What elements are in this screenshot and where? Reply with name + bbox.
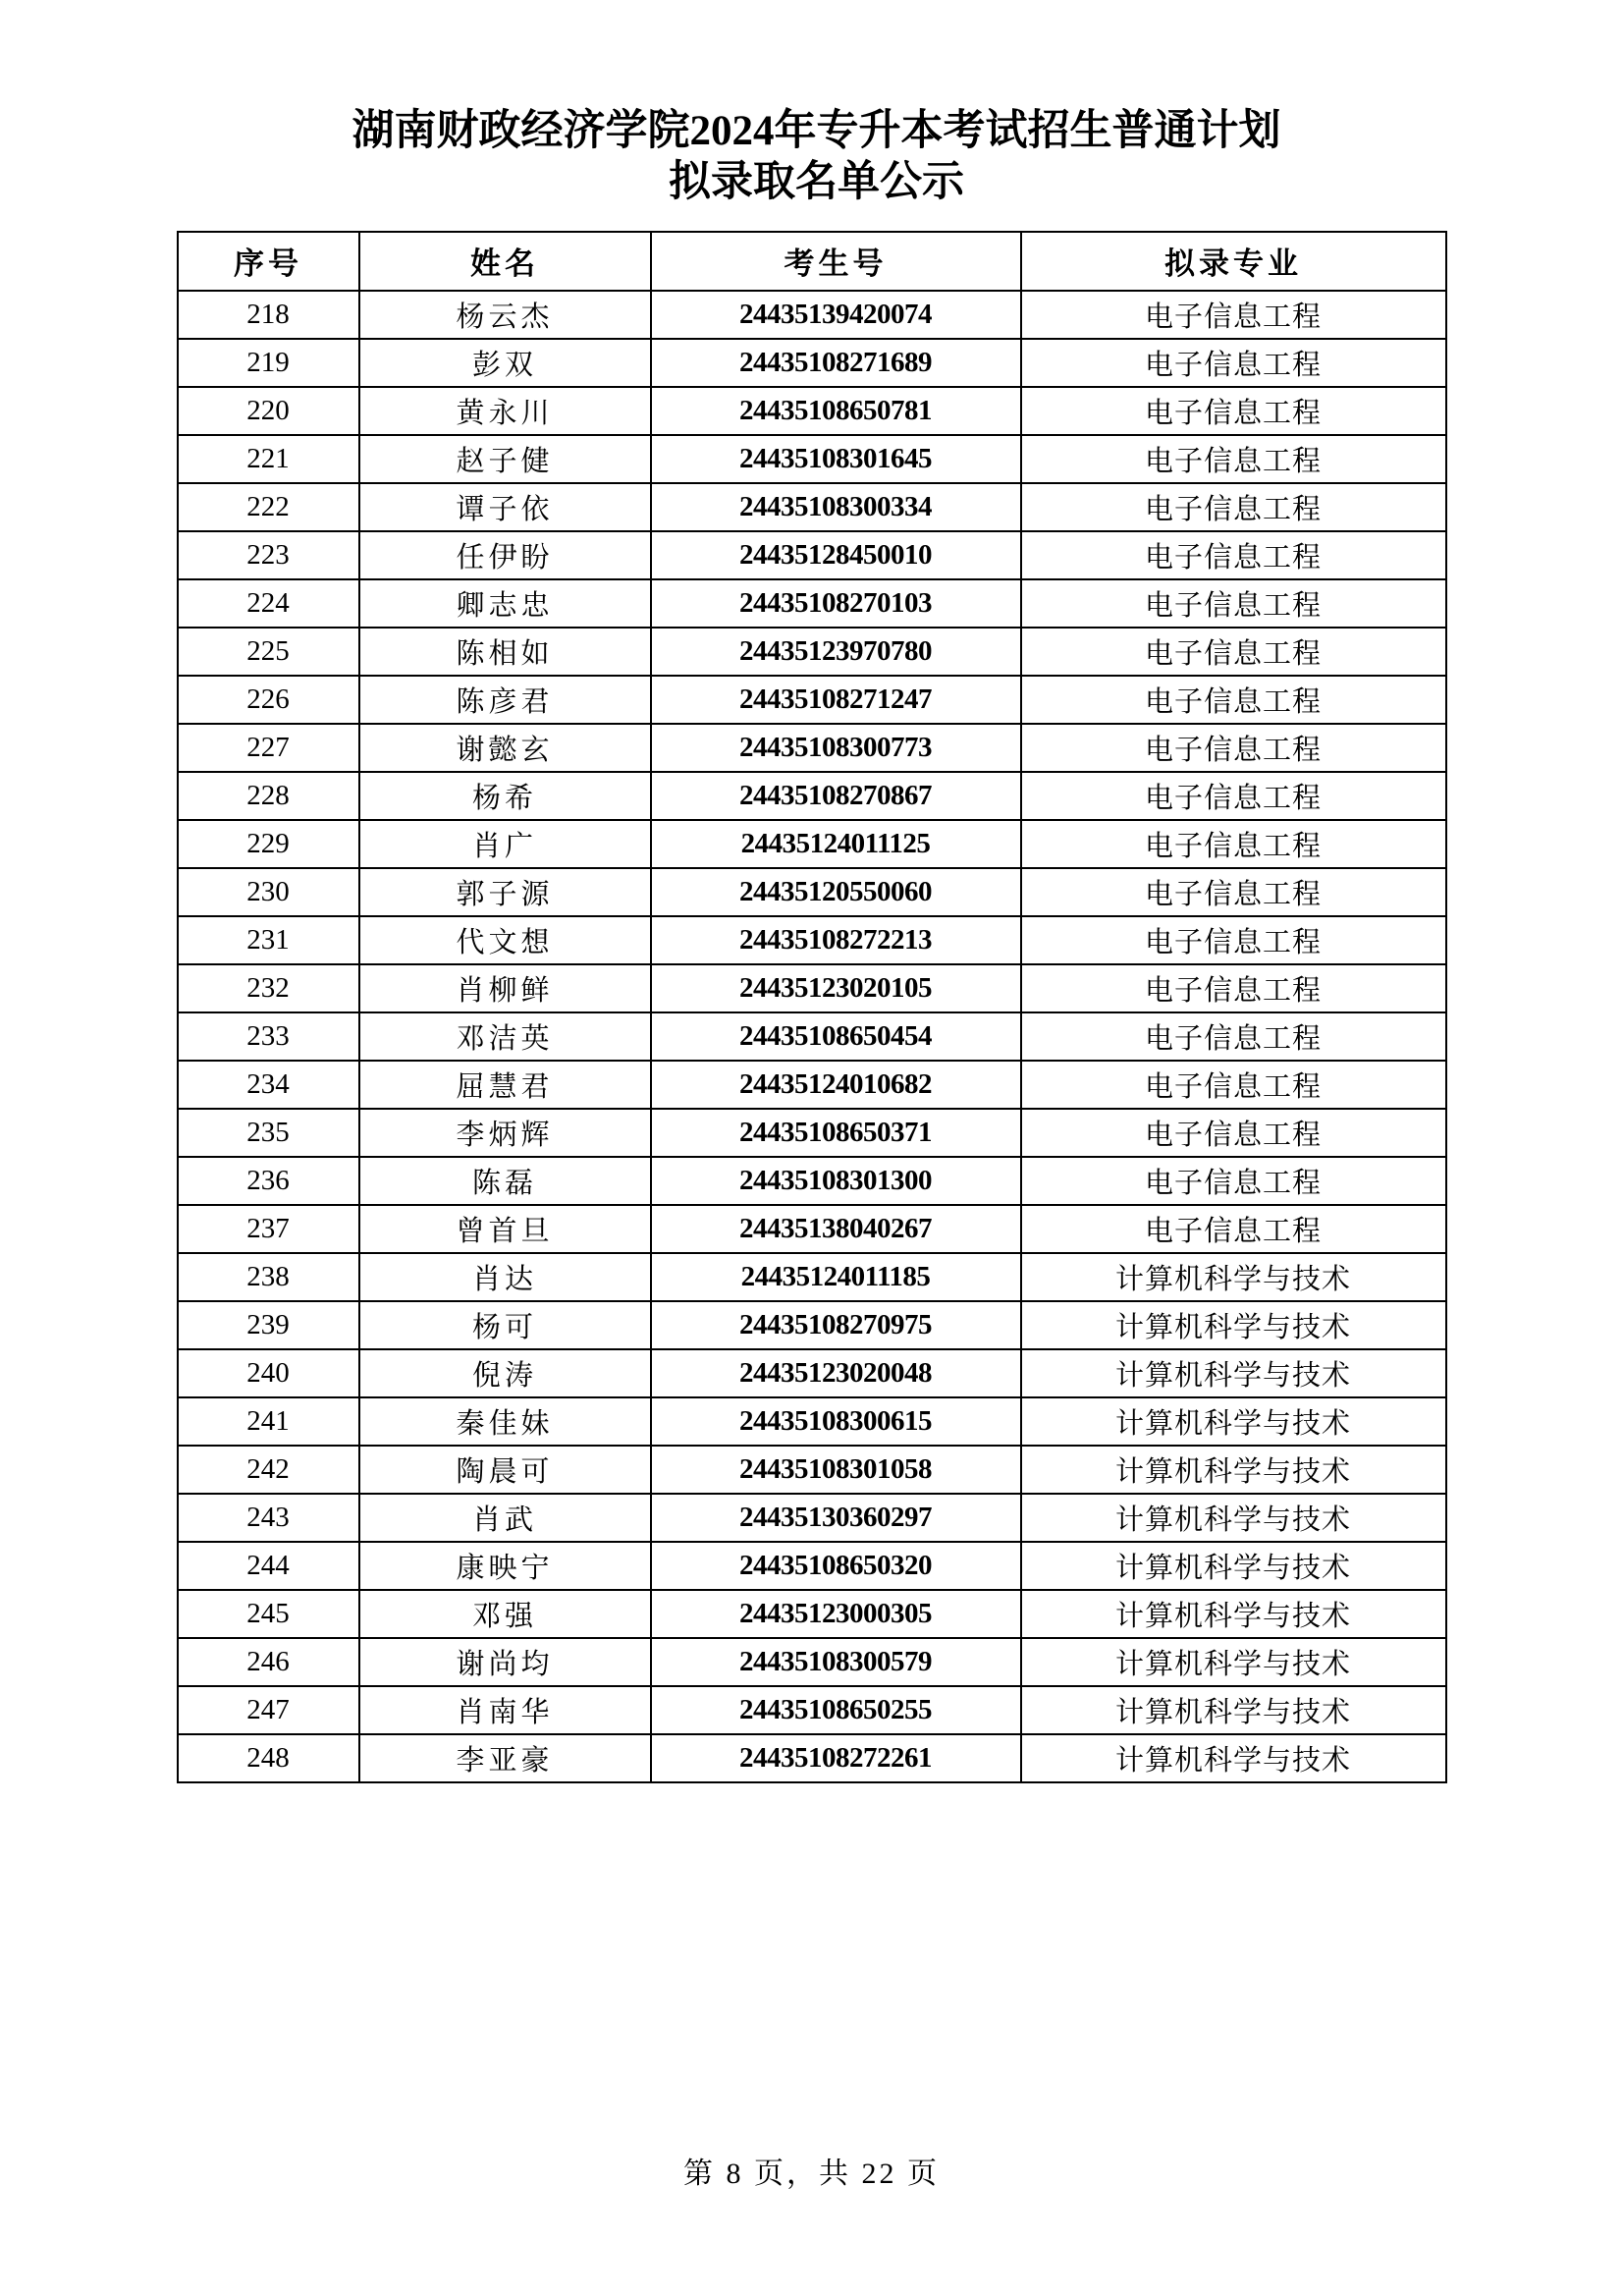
- cell-exam-id: 24435108270975: [651, 1301, 1021, 1349]
- column-header-major: 拟录专业: [1021, 232, 1446, 291]
- table-row: [178, 1012, 1446, 1061]
- cell-index: 243: [178, 1494, 359, 1542]
- cell-exam-id: 24435123970780: [651, 628, 1021, 676]
- cell-name: 陈相如: [359, 628, 651, 676]
- cell-major: 电子信息工程: [1021, 579, 1446, 628]
- cell-exam-id: 24435108300773: [651, 724, 1021, 772]
- table-row: [178, 676, 1446, 724]
- cell-name: 赵子健: [359, 435, 651, 483]
- cell-major: 电子信息工程: [1021, 868, 1446, 916]
- cell-name: 康映宁: [359, 1542, 651, 1590]
- cell-major: 电子信息工程: [1021, 916, 1446, 964]
- cell-name: 李炳辉: [359, 1109, 651, 1157]
- cell-major: 计算机科学与技术: [1021, 1638, 1446, 1686]
- column-header-index: 序号: [178, 232, 359, 291]
- cell-index: 240: [178, 1349, 359, 1397]
- cell-name: 代文想: [359, 916, 651, 964]
- cell-exam-id: 24435108270867: [651, 772, 1021, 820]
- cell-exam-id: 24435108300579: [651, 1638, 1021, 1686]
- table-row: [178, 1734, 1446, 1782]
- cell-major: 计算机科学与技术: [1021, 1542, 1446, 1590]
- cell-index: 233: [178, 1012, 359, 1061]
- column-header-name: 姓名: [359, 232, 651, 291]
- cell-major: 电子信息工程: [1021, 531, 1446, 579]
- roster-table-container: [0, 231, 1623, 1783]
- cell-major: 电子信息工程: [1021, 1205, 1446, 1253]
- cell-major: 电子信息工程: [1021, 676, 1446, 724]
- cell-exam-id: 24435130360297: [651, 1494, 1021, 1542]
- cell-name: 陈彦君: [359, 676, 651, 724]
- cell-name: 卿志忠: [359, 579, 651, 628]
- cell-name: 肖柳鲜: [359, 964, 651, 1012]
- cell-index: 245: [178, 1590, 359, 1638]
- cell-index: 225: [178, 628, 359, 676]
- cell-exam-id: 24435108650255: [651, 1686, 1021, 1734]
- cell-major: 电子信息工程: [1021, 772, 1446, 820]
- cell-index: 229: [178, 820, 359, 868]
- cell-name: 李亚豪: [359, 1734, 651, 1782]
- table-row: [178, 531, 1446, 579]
- cell-major: 计算机科学与技术: [1021, 1301, 1446, 1349]
- cell-major: 电子信息工程: [1021, 820, 1446, 868]
- cell-name: 曾首旦: [359, 1205, 651, 1253]
- table-row: [178, 1109, 1446, 1157]
- cell-name: 邓强: [359, 1590, 651, 1638]
- cell-major: 电子信息工程: [1021, 1157, 1446, 1205]
- cell-index: 232: [178, 964, 359, 1012]
- table-header-row: [178, 232, 1446, 291]
- table-row: [178, 1397, 1446, 1446]
- cell-index: 244: [178, 1542, 359, 1590]
- cell-exam-id: 24435120550060: [651, 868, 1021, 916]
- cell-name: 杨可: [359, 1301, 651, 1349]
- cell-major: 计算机科学与技术: [1021, 1397, 1446, 1446]
- cell-index: 218: [178, 291, 359, 339]
- cell-exam-id: 24435108301645: [651, 435, 1021, 483]
- cell-exam-id: 24435123000305: [651, 1590, 1021, 1638]
- cell-exam-id: 24435124011125: [651, 820, 1021, 868]
- cell-name: 肖广: [359, 820, 651, 868]
- cell-index: 239: [178, 1301, 359, 1349]
- table-body: [178, 291, 1446, 1782]
- cell-exam-id: 24435108650320: [651, 1542, 1021, 1590]
- cell-index: 221: [178, 435, 359, 483]
- cell-major: 电子信息工程: [1021, 1109, 1446, 1157]
- table-row: [178, 1061, 1446, 1109]
- table-row: [178, 1590, 1446, 1638]
- cell-major: 电子信息工程: [1021, 1012, 1446, 1061]
- cell-major: 计算机科学与技术: [1021, 1590, 1446, 1638]
- cell-exam-id: 24435108650454: [651, 1012, 1021, 1061]
- cell-index: 242: [178, 1446, 359, 1494]
- cell-name: 谭子依: [359, 483, 651, 531]
- cell-index: 248: [178, 1734, 359, 1782]
- cell-index: 223: [178, 531, 359, 579]
- cell-exam-id: 24435123020105: [651, 964, 1021, 1012]
- cell-index: 247: [178, 1686, 359, 1734]
- page-title: [0, 0, 1623, 209]
- roster-table: [177, 231, 1447, 1783]
- cell-index: 219: [178, 339, 359, 387]
- table-row: [178, 772, 1446, 820]
- cell-exam-id: 24435138040267: [651, 1205, 1021, 1253]
- table-row: [178, 1446, 1446, 1494]
- cell-name: 陶晨可: [359, 1446, 651, 1494]
- table-row: [178, 916, 1446, 964]
- cell-exam-id: 24435108301300: [651, 1157, 1021, 1205]
- title-line-secondary: 拟录取名单公示: [669, 159, 964, 206]
- table-row: [178, 291, 1446, 339]
- cell-index: 228: [178, 772, 359, 820]
- cell-major: 电子信息工程: [1021, 339, 1446, 387]
- table-row: [178, 1638, 1446, 1686]
- cell-index: 241: [178, 1397, 359, 1446]
- table-row: [178, 1301, 1446, 1349]
- cell-exam-id: 24435108300615: [651, 1397, 1021, 1446]
- cell-exam-id: 24435108301058: [651, 1446, 1021, 1494]
- cell-name: 杨希: [359, 772, 651, 820]
- table-row: [178, 1253, 1446, 1301]
- cell-name: 秦佳妹: [359, 1397, 651, 1446]
- cell-major: 电子信息工程: [1021, 628, 1446, 676]
- cell-name: 肖达: [359, 1253, 651, 1301]
- table-row: [178, 820, 1446, 868]
- cell-index: 222: [178, 483, 359, 531]
- table-row: [178, 724, 1446, 772]
- cell-name: 杨云杰: [359, 291, 651, 339]
- table-header: [178, 232, 1446, 291]
- cell-exam-id: 24435108650781: [651, 387, 1021, 435]
- cell-exam-id: 24435124011185: [651, 1253, 1021, 1301]
- cell-major: 电子信息工程: [1021, 1061, 1446, 1109]
- cell-exam-id: 24435123020048: [651, 1349, 1021, 1397]
- cell-exam-id: 24435108271689: [651, 339, 1021, 387]
- cell-index: 236: [178, 1157, 359, 1205]
- cell-exam-id: 24435108300334: [651, 483, 1021, 531]
- cell-index: 235: [178, 1109, 359, 1157]
- cell-name: 黄永川: [359, 387, 651, 435]
- cell-name: 谢尚均: [359, 1638, 651, 1686]
- cell-exam-id: 24435108272213: [651, 916, 1021, 964]
- cell-exam-id: 24435108271247: [651, 676, 1021, 724]
- cell-major: 计算机科学与技术: [1021, 1686, 1446, 1734]
- cell-major: 电子信息工程: [1021, 964, 1446, 1012]
- cell-index: 234: [178, 1061, 359, 1109]
- table-row: [178, 1157, 1446, 1205]
- cell-exam-id: 24435108270103: [651, 579, 1021, 628]
- cell-major: 电子信息工程: [1021, 483, 1446, 531]
- table-row: [178, 868, 1446, 916]
- cell-name: 谢懿玄: [359, 724, 651, 772]
- cell-name: 肖南华: [359, 1686, 651, 1734]
- cell-name: 陈磊: [359, 1157, 651, 1205]
- column-header-exam-id: 考生号: [651, 232, 1021, 291]
- cell-index: 230: [178, 868, 359, 916]
- cell-major: 计算机科学与技术: [1021, 1446, 1446, 1494]
- cell-index: 238: [178, 1253, 359, 1301]
- cell-exam-id: 24435128450010: [651, 531, 1021, 579]
- cell-exam-id: 24435108650371: [651, 1109, 1021, 1157]
- table-row: [178, 483, 1446, 531]
- cell-exam-id: 24435139420074: [651, 291, 1021, 339]
- table-row: [178, 1205, 1446, 1253]
- table-row: [178, 964, 1446, 1012]
- cell-index: 227: [178, 724, 359, 772]
- cell-exam-id: 24435108272261: [651, 1734, 1021, 1782]
- cell-name: 彭双: [359, 339, 651, 387]
- table-row: [178, 579, 1446, 628]
- cell-name: 屈慧君: [359, 1061, 651, 1109]
- cell-major: 计算机科学与技术: [1021, 1734, 1446, 1782]
- cell-name: 郭子源: [359, 868, 651, 916]
- cell-major: 电子信息工程: [1021, 724, 1446, 772]
- table-row: [178, 339, 1446, 387]
- cell-index: 220: [178, 387, 359, 435]
- cell-name: 邓洁英: [359, 1012, 651, 1061]
- cell-index: 226: [178, 676, 359, 724]
- table-row: [178, 435, 1446, 483]
- cell-name: 肖武: [359, 1494, 651, 1542]
- table-row: [178, 1686, 1446, 1734]
- cell-exam-id: 24435124010682: [651, 1061, 1021, 1109]
- title-line-primary: 湖南财政经济学院2024年专升本考试招生普通计划: [352, 108, 1281, 154]
- cell-major: 电子信息工程: [1021, 387, 1446, 435]
- cell-index: 237: [178, 1205, 359, 1253]
- table-row: [178, 628, 1446, 676]
- cell-index: 231: [178, 916, 359, 964]
- cell-major: 计算机科学与技术: [1021, 1494, 1446, 1542]
- cell-index: 224: [178, 579, 359, 628]
- table-row: [178, 387, 1446, 435]
- table-row: [178, 1494, 1446, 1542]
- cell-name: 倪涛: [359, 1349, 651, 1397]
- cell-major: 电子信息工程: [1021, 435, 1446, 483]
- cell-major: 计算机科学与技术: [1021, 1253, 1446, 1301]
- cell-major: 电子信息工程: [1021, 291, 1446, 339]
- page-footer: 第 8 页，共 22 页: [683, 2158, 940, 2190]
- cell-name: 任伊盼: [359, 531, 651, 579]
- table-row: [178, 1542, 1446, 1590]
- table-row: [178, 1349, 1446, 1397]
- cell-index: 246: [178, 1638, 359, 1686]
- cell-major: 计算机科学与技术: [1021, 1349, 1446, 1397]
